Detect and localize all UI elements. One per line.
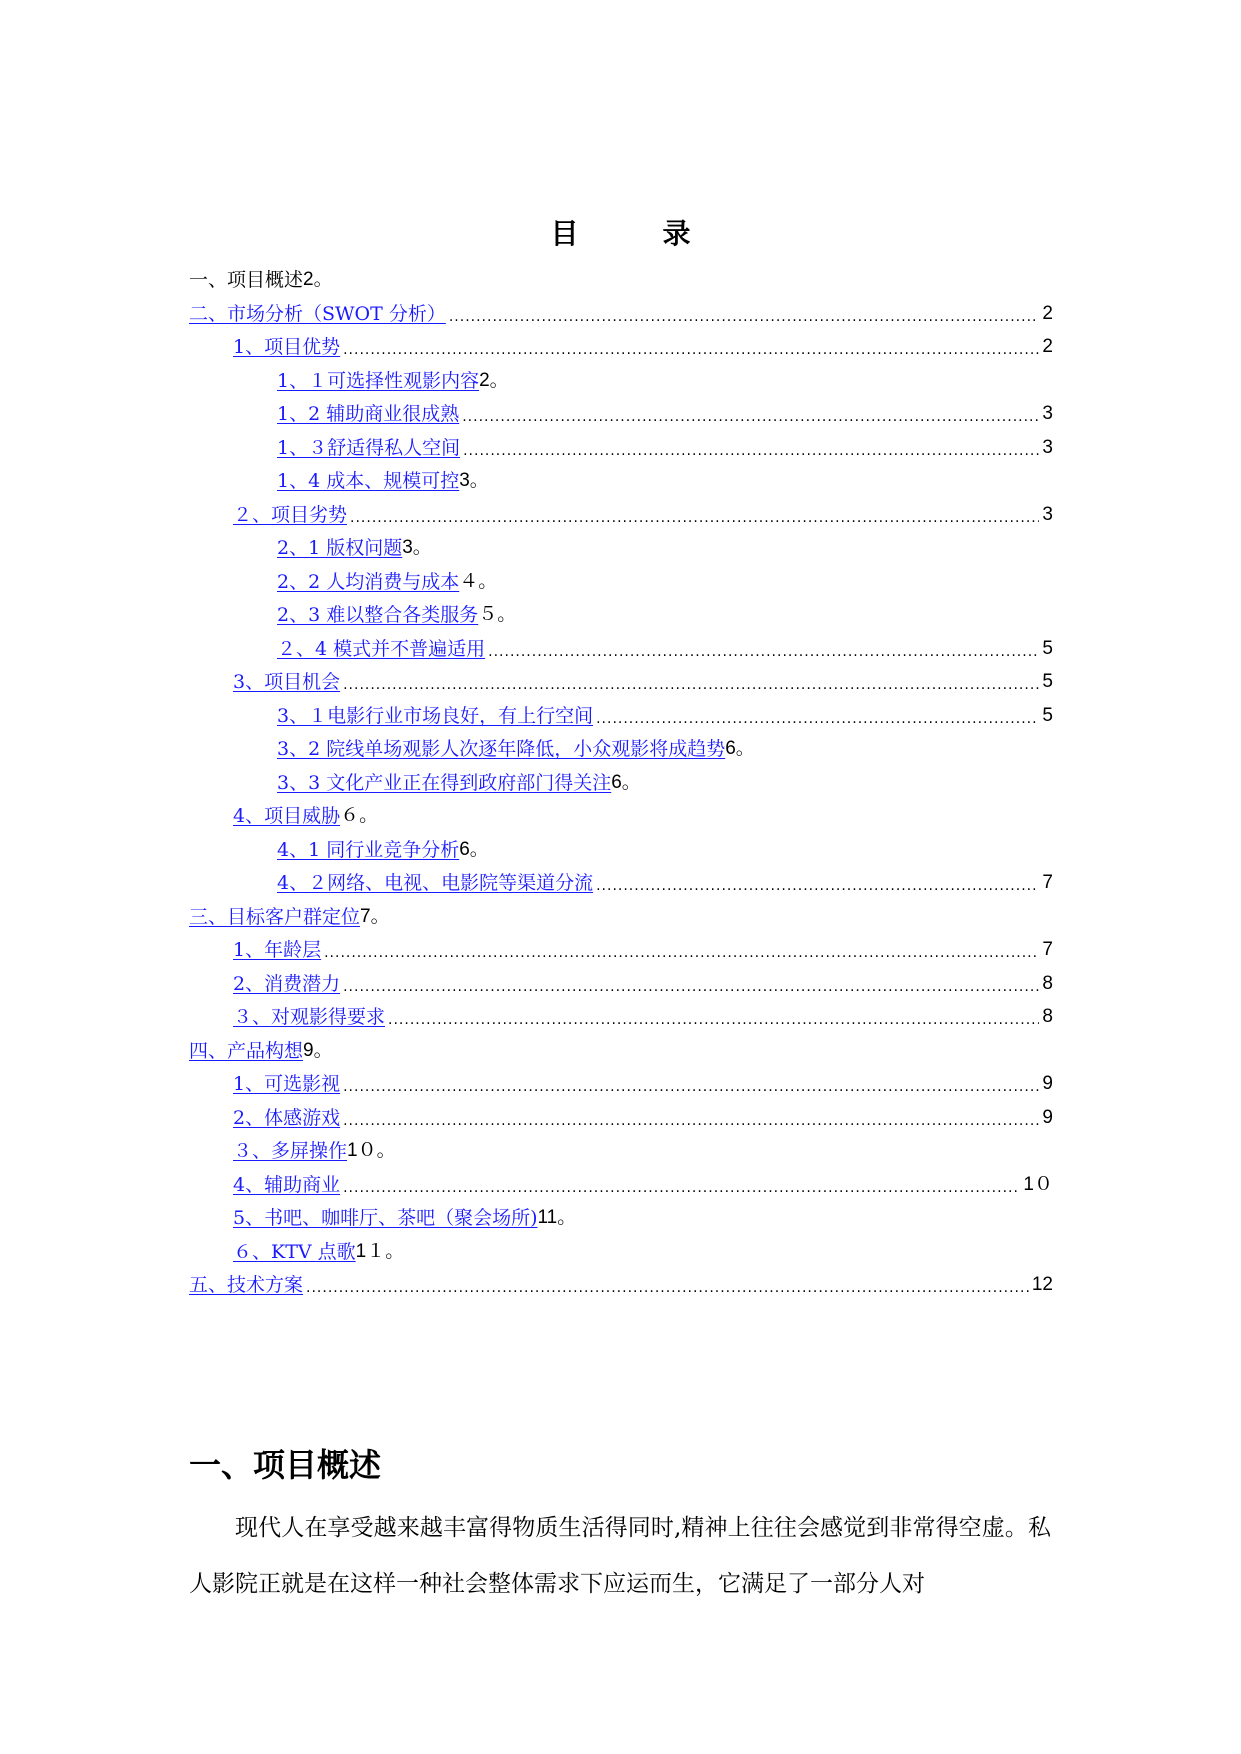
- toc-page-number: 1０: [1023, 1173, 1053, 1195]
- toc-entry[interactable]: [189, 899, 1053, 929]
- toc-dot-leader: [449, 308, 1040, 326]
- toc-entry[interactable]: [189, 597, 1053, 627]
- toc-entry[interactable]: [189, 832, 1053, 862]
- toc-dot-leader: [306, 1279, 1029, 1297]
- toc-entry-label[interactable]: 3、１电影行业市场良好，有上行空间: [277, 704, 594, 727]
- toc-dot-leader: [350, 509, 1039, 527]
- toc-entry-label[interactable]: 3、3 文化产业正在得到政府部门得关注: [277, 771, 612, 794]
- toc-entry-label[interactable]: 4、1 同行业竞争分析: [277, 838, 460, 861]
- toc-dot-leader: [596, 877, 1039, 895]
- toc-entry-label[interactable]: ３、多屏操作: [233, 1140, 348, 1162]
- toc-entry-label[interactable]: 1、项目优势: [233, 336, 341, 358]
- toc-entry[interactable]: [189, 631, 1053, 661]
- toc-dot-leader: [343, 341, 1039, 359]
- toc-dot-leader: [343, 676, 1039, 694]
- toc-entry-label[interactable]: ３、对观影得要求: [233, 1006, 386, 1028]
- toc-entry[interactable]: [189, 1234, 1053, 1264]
- toc-entry-label[interactable]: 五、技术方案: [189, 1274, 304, 1296]
- toc-entry[interactable]: [189, 966, 1053, 996]
- section-heading: 一、项目概述: [189, 1446, 382, 1484]
- toc-dot-leader: [343, 1179, 1020, 1197]
- toc-page-number: 7: [1042, 939, 1053, 960]
- toc-page-number: 3。: [402, 537, 432, 558]
- toc-page-number: 9。: [303, 1039, 333, 1061]
- toc-entry[interactable]: [189, 1066, 1053, 1096]
- toc-entry[interactable]: [189, 1100, 1053, 1130]
- toc-entry[interactable]: [189, 1200, 1053, 1230]
- toc-entry[interactable]: [189, 1033, 1053, 1063]
- toc-page-number: 6。: [725, 738, 755, 759]
- toc-page-number: 2。: [479, 369, 509, 391]
- toc-page-number: 2: [1042, 336, 1053, 357]
- toc-page-number: 12: [1031, 1274, 1053, 1295]
- toc-page-number: 6。: [611, 771, 641, 793]
- toc-entry-label[interactable]: 二、市场分析（SWOT 分析）: [189, 302, 446, 325]
- section-body-paragraph: 现代人在享受越来越丰富得物质生活得同时,精神上往往会感觉到非常得空虚。私人影院正就是在这样一种社会整体需求下应运而生，它满足了一部分人对: [189, 1515, 1051, 1597]
- toc-entry[interactable]: [189, 463, 1053, 493]
- toc-entry-label[interactable]: 1、2 辅助商业很成熟: [277, 403, 460, 425]
- toc-entry-label[interactable]: ６、KTV 点歌: [233, 1240, 356, 1263]
- toc-entry[interactable]: [189, 363, 1053, 393]
- toc-dot-leader: [343, 1078, 1039, 1096]
- toc-page-number: 8: [1042, 1006, 1053, 1027]
- toc-dot-leader: [596, 710, 1039, 728]
- toc-title: 目 录: [550, 217, 719, 250]
- toc-page-number: 3: [1042, 503, 1053, 525]
- toc-dot-leader: [343, 1112, 1039, 1130]
- toc-entry-label[interactable]: 1、年龄层: [233, 939, 322, 961]
- toc-entry-label[interactable]: 5、书吧、咖啡厅、茶吧（聚会场所): [233, 1207, 538, 1229]
- toc-dot-leader: [343, 978, 1039, 996]
- toc-entry[interactable]: [189, 1267, 1053, 1297]
- toc-entry-label[interactable]: 3、项目机会: [233, 671, 341, 693]
- toc-entry[interactable]: [189, 329, 1053, 359]
- toc-page-number: 3: [1042, 436, 1053, 458]
- toc-entry-label[interactable]: 4、辅助商业: [233, 1173, 341, 1196]
- toc-entry-label[interactable]: 2、3 难以整合各类服务: [277, 604, 479, 626]
- toc-entry[interactable]: [189, 296, 1053, 326]
- toc-page-number: 9: [1042, 1106, 1053, 1128]
- toc-page-number: 7: [1042, 872, 1053, 893]
- toc-entry-label[interactable]: 4、项目威胁: [233, 805, 341, 827]
- toc-entry[interactable]: [189, 564, 1053, 594]
- toc-entry[interactable]: [189, 664, 1053, 694]
- toc-page-number: 3: [1042, 403, 1053, 424]
- toc-dot-leader: [462, 408, 1039, 426]
- toc-entry-label[interactable]: 2、1 版权问题: [277, 537, 403, 559]
- toc-page-number: 2: [1042, 302, 1053, 324]
- toc-entry[interactable]: [189, 731, 1053, 761]
- toc-entry: [189, 262, 1053, 292]
- toc-page-number: 5: [1042, 704, 1053, 726]
- toc-entry[interactable]: [189, 430, 1053, 460]
- toc-entry-label[interactable]: 1、可选影视: [233, 1073, 341, 1095]
- toc-entry[interactable]: [189, 999, 1053, 1029]
- toc-entry-label[interactable]: 三、目标客户群定位: [189, 905, 361, 928]
- toc-page-number: 3。: [459, 470, 489, 491]
- toc-dot-leader: [388, 1011, 1039, 1029]
- toc-entry-label[interactable]: 1、３舒适得私人空间: [277, 436, 461, 459]
- toc-dot-leader: [324, 944, 1039, 962]
- toc-entry[interactable]: [189, 530, 1053, 560]
- toc-dot-leader: [463, 442, 1039, 460]
- toc-entry[interactable]: [189, 865, 1053, 895]
- toc-page-number: 1０。: [347, 1140, 396, 1161]
- toc-entry[interactable]: [189, 798, 1053, 828]
- toc-page-number: 8: [1042, 972, 1053, 994]
- toc-entry[interactable]: [189, 1133, 1053, 1163]
- toc-entry[interactable]: [189, 932, 1053, 962]
- toc-entry-label[interactable]: ２、4 模式并不普遍适用: [277, 637, 486, 660]
- toc-page-number: ６。: [340, 805, 379, 826]
- toc-entry[interactable]: [189, 497, 1053, 527]
- toc-entry-label[interactable]: 1、１可选择性观影内容: [277, 369, 480, 392]
- toc-entry-label[interactable]: ２、项目劣势: [233, 503, 348, 526]
- toc-page-number: 1１。: [355, 1240, 405, 1262]
- toc-entry-label[interactable]: 2、体感游戏: [233, 1106, 341, 1129]
- toc-page-number: ５。: [478, 604, 517, 625]
- toc-entry-label: 一、项目概述: [189, 269, 304, 291]
- toc-entry-label[interactable]: 4、２网络、电视、电影院等渠道分流: [277, 872, 594, 894]
- toc-entry-label[interactable]: 3、2 院线单场观影人次逐年降低，小众观影将成趋势: [277, 738, 726, 760]
- toc-entry-label[interactable]: 1、4 成本、规模可控: [277, 470, 460, 492]
- toc-entry-label[interactable]: 2、2 人均消费与成本: [277, 570, 460, 593]
- toc-page-number: 2。: [303, 269, 333, 290]
- toc-page-number: 7。: [360, 905, 390, 927]
- toc-page-number: 5: [1042, 671, 1053, 692]
- toc-entry[interactable]: [189, 765, 1053, 795]
- toc-page-number: 6。: [459, 838, 489, 860]
- toc-entry[interactable]: [189, 698, 1053, 728]
- toc-page-number: 5: [1042, 637, 1053, 659]
- toc-entry[interactable]: [189, 396, 1053, 426]
- toc-page-number: ４。: [459, 570, 498, 592]
- toc-page-number: 9: [1042, 1073, 1053, 1094]
- toc-entry[interactable]: [189, 1167, 1053, 1197]
- toc-dot-leader: [488, 643, 1039, 661]
- toc-page-number: 11。: [537, 1207, 577, 1228]
- toc-entry-label[interactable]: 四、产品构想: [189, 1039, 304, 1062]
- toc-entry-label[interactable]: 2、消费潜力: [233, 972, 341, 995]
